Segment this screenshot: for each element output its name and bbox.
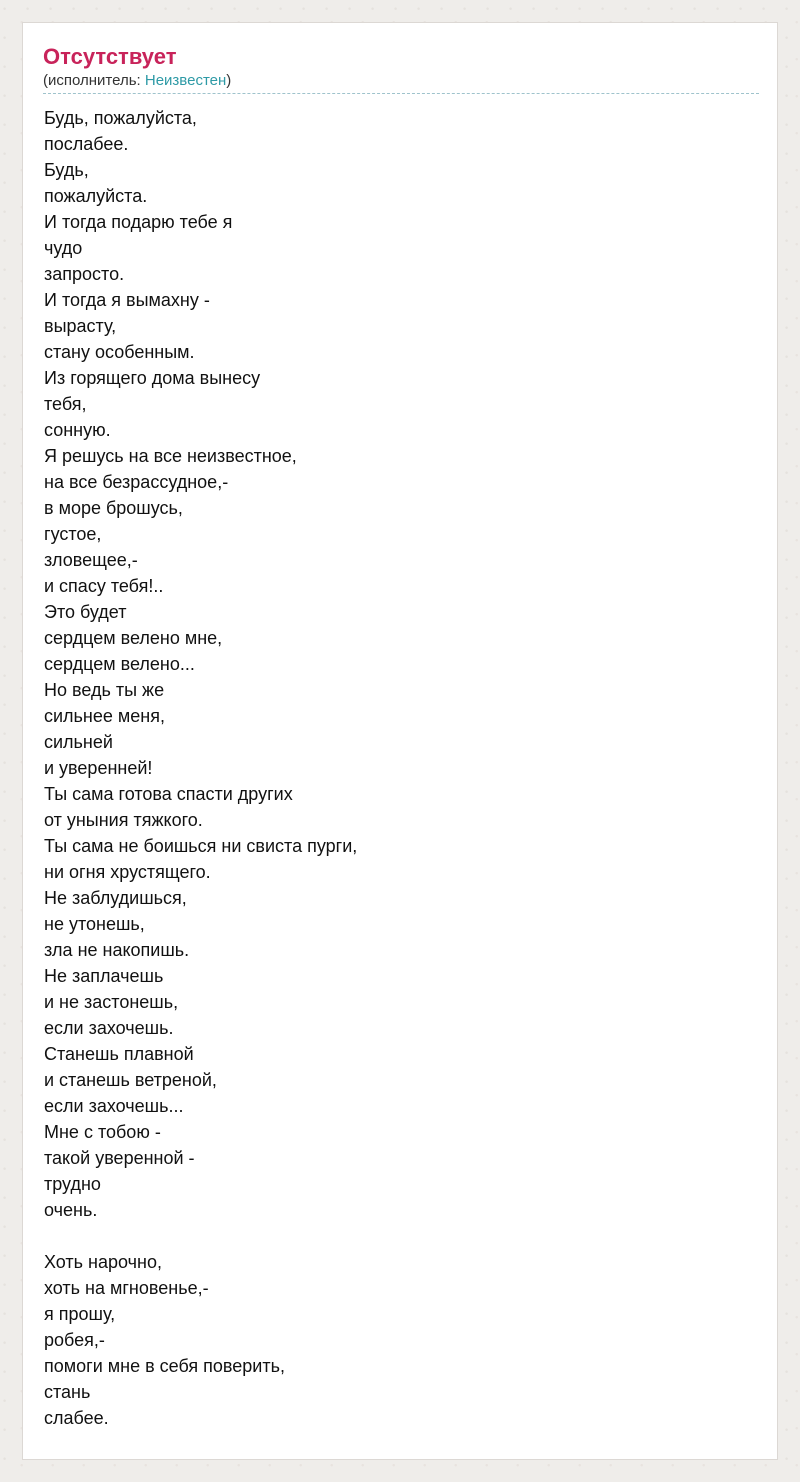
song-header xyxy=(43,43,759,94)
song-title: Отсутствует xyxy=(43,44,177,69)
lyrics-card xyxy=(22,22,778,1460)
artist-link[interactable]: Неизвестен xyxy=(144,72,227,89)
artist-line xyxy=(43,71,759,91)
artist-suffix: ) xyxy=(226,72,232,89)
artist-prefix: (исполнитель: xyxy=(43,72,145,89)
lyrics-text: Будь, пожалуйста, послабее. Будь, пожалуйста. И тогда подарю тебе я чудо запросто. И тогда я вымахну - вырасту, стану особенным. Из горящего дома вынесу тебя, сонную. Я решусь на все неизвестное, на все безрассудное,- в море брошусь, густое, зловещее,- и спасу тебя!.. Это будет сердцем велено мне, сердцем велено... Но ведь ты же сильнее меня, сильней и уверенней! Ты сама готова спасти других от уныния тяжкого. Ты сама не боишься ни свиста пурги, ни огня хрустящего. Не заблудишься, не утонешь, зла не накопишь. Не заплачешь и не застонешь, если захочешь. Станешь плавной и станешь ветреной, если захочешь... Мне с тобою - такой уверенной - трудно очень. Хоть нарочно, хоть на мгновенье,- я прошу, робея,- помоги мне в себя поверить, стань слабее. xyxy=(44,108,358,1428)
